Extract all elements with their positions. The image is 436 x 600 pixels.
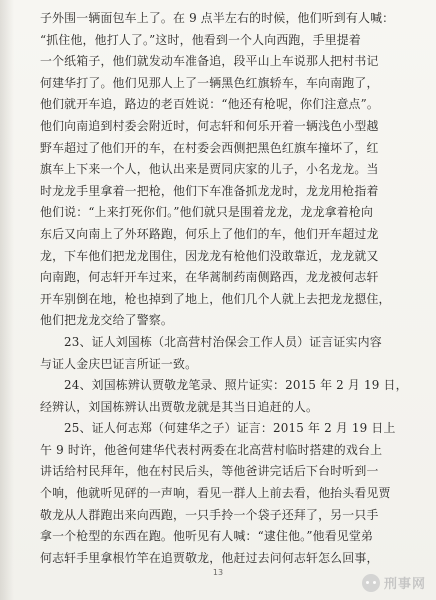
- text-line: 向南跑，何志轩开车过来，在华蒿制药南侧路西，龙龙被何志轩: [40, 270, 379, 285]
- text-line: 讲话给村民拜年，他在村民后头，等他爸讲完话后下台时听到一: [40, 464, 379, 479]
- text-line: 旗车上下来一个人，他认出来是贾同庆家的儿子，小名龙龙。当: [40, 162, 379, 177]
- text-line: 他们向南追到村委会附近时，何志轩和何乐开着一辆浅色小型越: [40, 118, 379, 133]
- document-body: [40, 8, 408, 569]
- watermark-text: 刑事网: [383, 577, 426, 592]
- page-fold-shadow: [0, 0, 14, 600]
- text-line: 经辨认，刘国栋辨认出贾敬龙就是其当日追赶的人。: [40, 399, 319, 414]
- text-line: “抓住他，他打人了。”这时，他看到一个人向西跑，手里提着: [40, 32, 361, 47]
- text-line: 何建华打了。他们见那人上了一辆黑色红旗轿车，车向南跑了，: [40, 75, 379, 90]
- text-line: 个响，他就听见砰的一声响，看见一群人上前去看，他抬头看见贾: [40, 486, 391, 501]
- text-line: 与证人金庆巴证言所证一致。: [40, 356, 198, 371]
- page-number: 13: [212, 568, 224, 577]
- text-line: 时龙龙手里拿着一把枪，他们下车准备抓龙龙时，龙龙用枪指着: [40, 183, 379, 198]
- text-line: 何志轩手里拿根竹竿在追贾敬龙，他赶过去问何志轩怎么回事，: [40, 550, 379, 565]
- text-line: 他们就开车追，路边的老百姓说：“他还有枪呢，你们注意点”。: [40, 97, 380, 112]
- paragraph-start-line: 25、证人何志郑（何建华之子）证言：2015 年 2 月 19 日上: [64, 421, 396, 436]
- paragraph-start-line: 23、证人刘国栋（北高营村治保会工作人员）证言证实内容: [64, 334, 382, 349]
- text-line: 野车超过了他们开的车，在村委会西侧把黑色红旗车撞坏了，红: [40, 140, 379, 155]
- text-line: 子外围一辆面包车上了。在 9 点半左右的时候，他们听到有人喊：: [40, 11, 395, 25]
- paragraph-start-line: 24、刘国栋辨认贾敬龙笔录、照片证实：2015 年 2 月 19 日，: [64, 378, 408, 393]
- watermark: [362, 573, 426, 592]
- text-line: 东后又向南上了外环路跑，何乐上了他们的车，他们开车超过龙: [40, 226, 379, 241]
- text-line: 拿一个枪型的东西在跑。他听见有人喊：“逮住他。”他看见堂弟: [40, 529, 374, 544]
- text-line: 他们说：“上来打死你们。”他们就只是围着龙龙，龙龙拿着枪向: [40, 205, 374, 220]
- text-line: 他们把龙龙交给了警察。: [40, 313, 173, 328]
- text-line: 午 9 时许，他爸何建华代表村两委在北高营村临时搭建的戏台上: [40, 442, 383, 457]
- text-line: 一个纸箱子，他们就发动车准备追，段平山上车说那人把村书记: [40, 54, 379, 69]
- text-line: 开车别倒在地，枪也掉到了地上，他们几个人就上去把龙龙摁住，: [40, 291, 391, 306]
- wechat-icon: [362, 574, 380, 592]
- text-line: 敬龙从人群跑出来向西跑，一只手拎一个袋子还拜了，另一只手: [40, 507, 379, 522]
- text-line: 龙，下车他们把龙龙围住，因龙龙有枪他们没敢靠近，龙龙就又: [40, 248, 379, 263]
